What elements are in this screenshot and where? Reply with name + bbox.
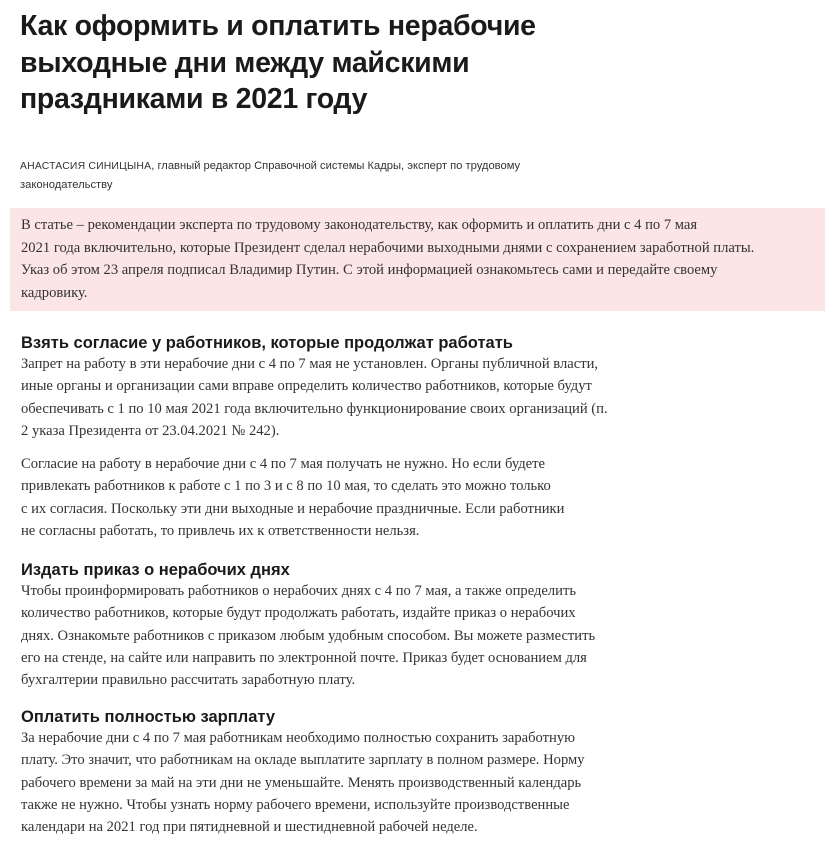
paragraph-line: Запрет на работу в эти нерабочие дни с 4 по 7 мая не установлен. Органы публичной власти,: [21, 356, 599, 372]
paragraph-line: иные органы и организации сами вправе определить количество работников, которые будут: [21, 378, 592, 395]
paragraph-line: количество работников, которые будут продолжать работать, издайте приказ о нерабочих: [21, 605, 576, 622]
author-row: [20, 157, 580, 176]
lead-line: 2021 года включительно, которые Президент сделал нерабочими выходными днями с сохранением заработной платы.: [21, 239, 755, 256]
paragraph-line: Чтобы проинформировать работников о нерабочих днях с 4 по 7 мая, а также определить: [21, 583, 577, 599]
section-pay-salary: [21, 707, 641, 838]
article-title-line: праздниками в 2021 году: [20, 83, 368, 115]
paragraph-spacer: [21, 442, 641, 453]
section-issue-order: [21, 560, 641, 691]
paragraph-line: календари на 2021 год при пятидневной и шестидневной рабочей неделе.: [21, 819, 478, 836]
paragraph: [21, 353, 641, 442]
article-title: [20, 8, 620, 118]
paragraph-line: 2 указа Президента от 23.04.2021 № 242).: [21, 422, 280, 439]
paragraph-line: Согласие на работу в нерабочие дни с 4 по 7 мая получать не нужно. Но если будете: [21, 456, 545, 473]
section-get-consent: [21, 333, 641, 542]
author-byline: [20, 157, 580, 194]
paragraph-line: привлекать работников к работе с 1 по 3 и с 8 по 10 мая, то сделать это можно только: [21, 478, 551, 495]
paragraph: [21, 453, 641, 542]
author-description-continued: законодательству: [20, 179, 113, 191]
paragraph-line: его на стенде, на сайте или направить по электронной почте. Приказ будет основанием для: [21, 649, 587, 666]
section-heading: Взять согласие у работников, которые продолжат работать: [21, 334, 513, 352]
article-title-line: выходные дни между майскими: [20, 46, 470, 79]
paragraph-line: плату. Это значит, что работникам на окладе выплатите зарплату в полном размере. Норму: [21, 752, 585, 769]
section-heading: Оплатить полностью зарплату: [21, 708, 276, 726]
paragraph-line: обеспечивать с 1 по 10 мая 2021 года включительно функционирование своих организаций (п.: [21, 400, 608, 417]
author-name[interactable]: АНАСТАСИЯ СИНИЦЫНА: [20, 161, 152, 172]
lead-line: кадровику.: [21, 284, 88, 301]
paragraph-line: рабочего времени за май на эти дни не уменьшайте. Менять производственный календарь: [21, 774, 582, 791]
paragraph-line: бухгалтерии правильно рассчитать заработную плату.: [21, 672, 356, 689]
article-title-line: Как оформить и оплатить нерабочие: [20, 10, 536, 42]
lead-line: Указ об этом 23 апреля подписал Владимир Путин. С этой информацией ознакомьтесь сами и передайте своему: [21, 262, 718, 279]
paragraph: [21, 727, 641, 838]
section-heading: Издать приказ о нерабочих днях: [21, 561, 290, 579]
paragraph-line: с их согласия. Поскольку эти дни выходные и нерабочие праздничные. Если работники: [21, 500, 565, 517]
author-description: , главный редактор Справочной системы Кадры, эксперт по трудовому: [151, 160, 521, 172]
paragraph-line: также не нужно. Чтобы узнать норму рабочего времени, используйте производственные: [21, 796, 570, 813]
lead-callout: [10, 208, 825, 311]
paragraph-line: не согласны работать, то привлечь их к ответственности нельзя.: [21, 523, 420, 540]
lead-line: В статье – рекомендации эксперта по трудовому законодательству, как оформить и оплатить дни с 4 по 7 мая: [21, 217, 698, 233]
paragraph-line: За нерабочие дни с 4 по 7 мая работникам необходимо полностью сохранить заработную: [21, 730, 576, 746]
paragraph: [21, 580, 641, 691]
paragraph-line: днях. Ознакомьте работников с приказом любым удобным способом. Вы можете разместить: [21, 627, 596, 644]
